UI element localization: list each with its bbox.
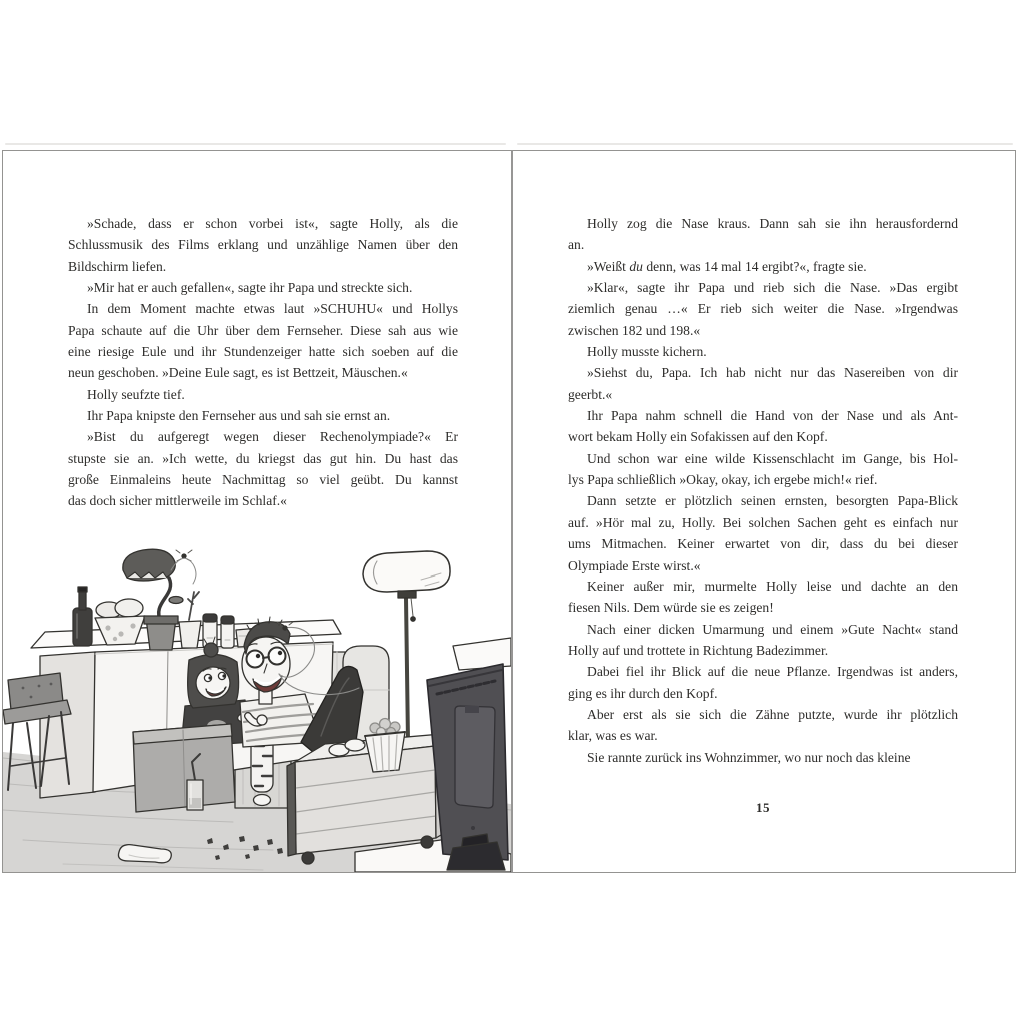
text-line: Und schon war eine wilde Kissenschlacht im Gange, bis Hol- xyxy=(587,450,958,466)
text-line: Ihr Papa knipste den Fernseher aus und sah sie ernst an. xyxy=(87,408,391,424)
text-line: Ihr Papa nahm schnell die Hand von der Nase und als Ant- xyxy=(587,408,958,424)
wine-bottle xyxy=(73,587,92,646)
text-line: Bildschirm liefen. xyxy=(68,258,167,274)
text-line: Keiner außer mir, murmelte Holly leise und dachte an den xyxy=(587,578,958,594)
text-line: lys Papa schließlich »Okay, okay, ich ergebe mich!« rief. xyxy=(568,472,878,488)
illustration xyxy=(3,540,511,872)
text-line: an. xyxy=(568,237,585,253)
right-page-text xyxy=(568,213,958,768)
text-line: Holly seufzte tief. xyxy=(87,386,185,402)
text-line: »Mir hat er auch gefallen«, sagte ihr Papa und streckte sich. xyxy=(87,280,413,296)
text-line: Sie rannte zurück ins Wohnzimmer, wo nur noch das kleine xyxy=(587,749,911,765)
text-line: ging es ihr durch den Kopf. xyxy=(568,685,718,701)
text-line: zwischen 182 und 198.« xyxy=(568,322,701,338)
text-line: eine riesige Eule und ihr Stundenzeiger hatte sich soeben auf die xyxy=(68,344,458,360)
text-line: Holly zog die Nase kraus. Dann sah sie ihn herausfordernd xyxy=(587,216,958,231)
text-line: »Bist du aufgeregt wegen dieser Rechenolympiade?« Er xyxy=(87,429,458,445)
text-line: In dem Moment machte etwas laut »SCHUHU« und Hollys xyxy=(87,301,458,317)
text-line: Aber erst als sie sich die Zähne putzte, wurde ihr plötzlich xyxy=(587,706,958,722)
text-line: ums Mitmachen. Keiner erwartet von dir, dass du bei dieser xyxy=(568,536,958,552)
text-line: Dabei fiel ihr Blick auf die neue Pflanze. Irgendwas ist anders, xyxy=(587,664,958,680)
text-line: Schlussmusik des Films erklang und unzählige Namen über den xyxy=(68,237,458,253)
page-top-edge-left xyxy=(5,143,506,145)
text-line: Papa schaute auf die Uhr über dem Fernseher. Diese sah aus wie xyxy=(68,322,458,338)
text-line: stupste sie an. »Ich wette, du kriegst das gut hin. Du hast das xyxy=(68,450,458,466)
text-line: »Siehst du, Papa. Ich hab nicht nur das Nasereiben von dir xyxy=(587,365,958,381)
text-line: Olympiade Erste wirst.« xyxy=(568,557,701,573)
popcorn-bucket xyxy=(365,719,405,773)
page-top-edge-right xyxy=(517,143,1013,145)
text-line: das doch sicher mittlerweile im Schlaf.« xyxy=(68,493,287,509)
text-line: große Einmaleins heute Nachmittag so viel geübt. Du kannst xyxy=(68,472,458,488)
text-line: »Weißt du denn, was 14 mal 14 ergibt?«, fragte sie. xyxy=(587,258,867,274)
text-line: wort bekam Holly ein Sofakissen auf den Kopf. xyxy=(568,429,828,445)
left-page-text xyxy=(68,213,458,512)
armchair-foreground xyxy=(133,724,235,812)
text-line: »Schade, dass er schon vorbei ist«, sagte Holly, als die xyxy=(87,216,458,231)
text-line: klar, was es war. xyxy=(568,728,658,744)
text-line: »Klar«, sagte ihr Papa und rieb sich die Nase. »Das ergibt xyxy=(587,280,958,296)
text-line: neun geschoben. »Deine Eule sagt, es ist Bettzeit, Mäuschen.« xyxy=(68,365,408,381)
text-line: fiesen Nils. Dem würde sie es zeigen! xyxy=(568,600,774,616)
text-line: geerbt.« xyxy=(568,386,613,402)
text-line: Nach einer dicken Umarmung und einem »Gute Nacht« stand xyxy=(587,621,958,637)
text-line: Holly auf und trottete in Richtung Badezimmer. xyxy=(568,642,829,658)
text-line: Dann setzte er plötzlich seinen ernsten, besorgten Papa-Blick xyxy=(587,493,958,509)
text-line: auf. »Hör mal zu, Holly. Bei solchen Sachen geht es einfach nur xyxy=(568,514,958,530)
text-line: Holly musste kichern. xyxy=(587,344,707,360)
page-number: 15 xyxy=(756,800,770,815)
page-divider xyxy=(511,150,513,873)
text-line: ziemlich genau …« Er rieb sich weiter die Nase. »Irgendwas xyxy=(568,301,958,317)
